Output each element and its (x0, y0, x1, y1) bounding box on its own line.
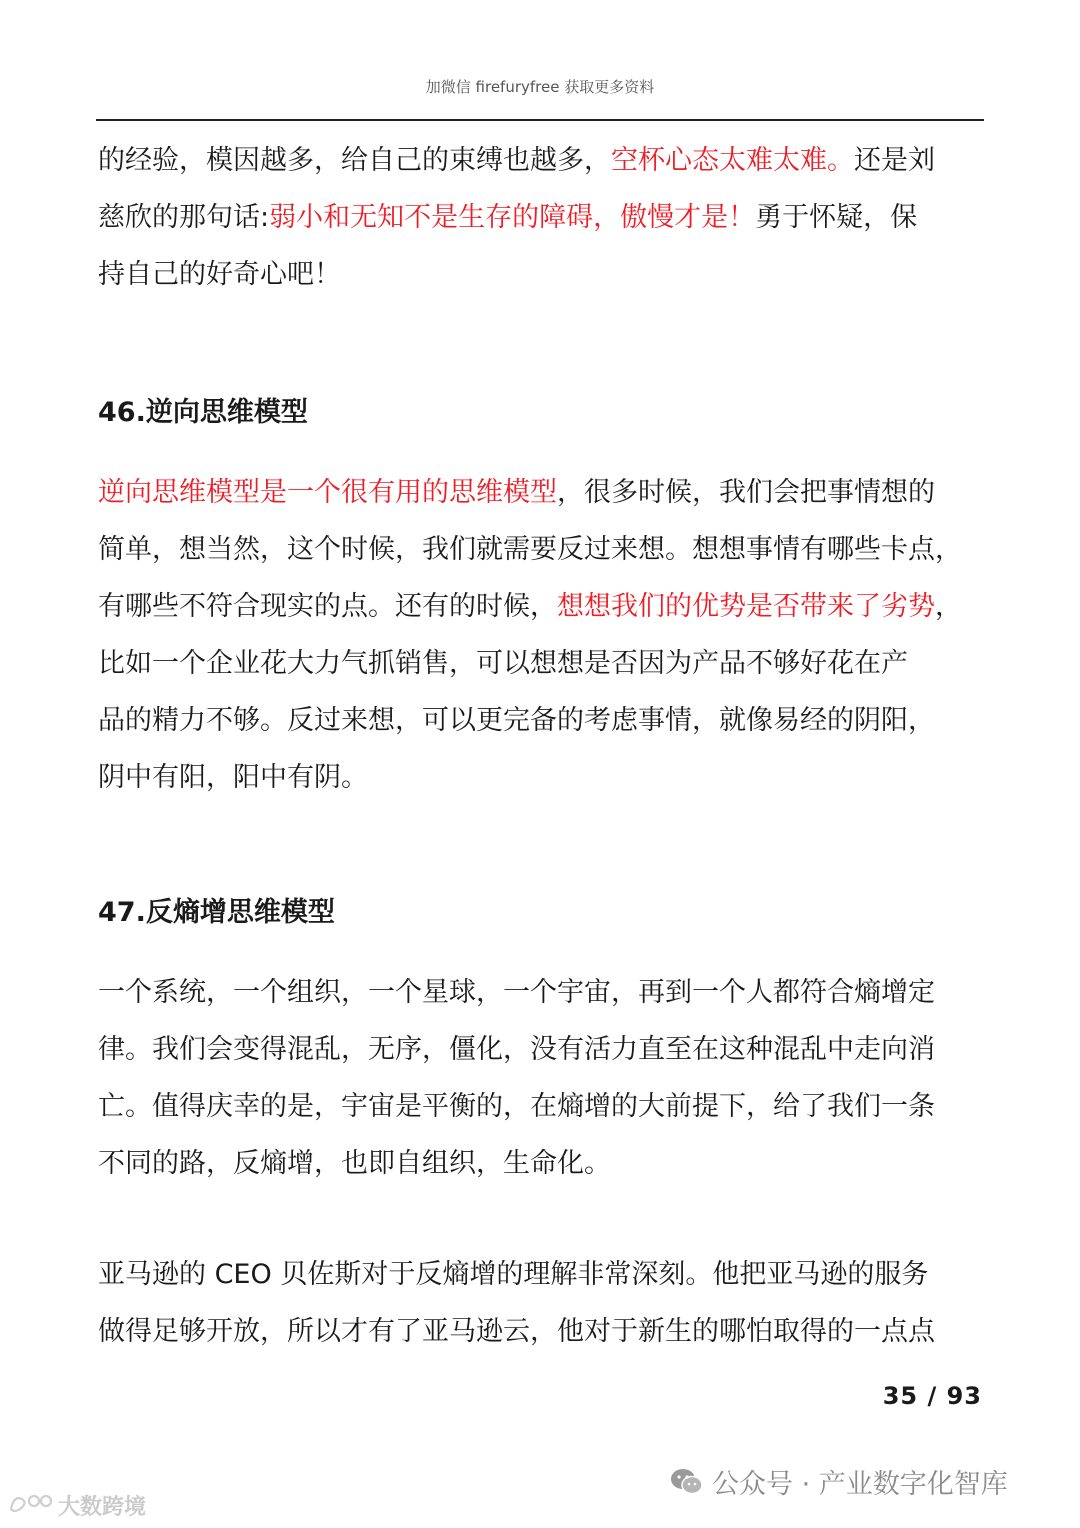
page-number: 35 / 93 (882, 1382, 982, 1410)
highlight-span: 想想我们的优势是否带来了劣势 (557, 591, 935, 622)
brand-watermark (8, 1490, 146, 1521)
text-line: 亚马逊的 CEO 贝佐斯对于反熵增的理解非常深刻。他把亚马逊的服务 (98, 1259, 929, 1290)
section-heading-46: 46.逆向思维模型 (98, 397, 308, 428)
text-line: 不同的路，反熵增，也即自组织，生命化。 (98, 1148, 611, 1179)
text-line (98, 578, 988, 635)
section-46-paragraph (98, 464, 988, 806)
text-line: 品的精力不够。反过来想，可以更完备的考虑事情，就像易经的阴阳， (98, 705, 935, 736)
text-line: 阴中有阳，阳中有阴。 (98, 762, 368, 793)
text-span: 有哪些不符合现实的点。还有的时候， (98, 591, 557, 622)
wechat-icon (670, 1467, 704, 1497)
text-line: 亡。值得庆幸的是，宇宙是平衡的，在熵增的大前提下，给了我们一条 (98, 1091, 935, 1122)
wechat-watermark (670, 1462, 1008, 1501)
section-47-paragraph-2 (98, 1246, 988, 1360)
text-line: 持自己的好奇心吧！ (98, 259, 341, 290)
text-span: 还是刘 (854, 145, 935, 176)
text-line (98, 132, 988, 189)
section-heading-47: 47.反熵增思维模型 (98, 897, 335, 928)
text-line: 律。我们会变得混乱，无序，僵化，没有活力直至在这种混乱中走向消 (98, 1034, 935, 1065)
highlight-span: 空杯心态太难太难。 (611, 145, 854, 176)
page-header: 加微信 firefuryfree 获取更多资料 (425, 78, 655, 96)
text-line: 比如一个企业花大力气抓销售，可以想想是否因为产品不够好花在产 (98, 648, 908, 679)
text-line: 简单，想当然，这个时候，我们就需要反过来想。想想事情有哪些卡点， (98, 534, 962, 565)
highlight-span: 弱小和无知不是生存的障碍，傲慢才是！ (269, 202, 756, 233)
wechat-watermark-text: 公众号 · 产业数字化智库 (712, 1469, 1008, 1500)
header-divider (96, 119, 984, 121)
brand-watermark-text: 大数跨境 (58, 1495, 147, 1520)
intro-paragraph (98, 132, 988, 303)
text-line (98, 464, 988, 521)
text-line: 做得足够开放，所以才有了亚马逊云，他对于新生的哪怕取得的一点点 (98, 1316, 935, 1347)
section-47-paragraph-1 (98, 964, 988, 1192)
text-span: 的经验，模因越多，给自己的束缚也越多， (98, 145, 611, 176)
text-span: ， (935, 591, 962, 622)
text-span: ，很多时候，我们会把事情想的 (557, 477, 935, 508)
text-span: 慈欣的那句话: (98, 202, 270, 233)
text-line: 一个系统，一个组织，一个星球，一个宇宙，再到一个人都符合熵增定 (98, 977, 935, 1008)
text-span: 勇于怀疑，保 (755, 202, 918, 233)
logo-icon (8, 1491, 54, 1521)
text-line (98, 189, 988, 246)
highlight-span: 逆向思维模型是一个很有用的思维模型 (98, 477, 557, 508)
